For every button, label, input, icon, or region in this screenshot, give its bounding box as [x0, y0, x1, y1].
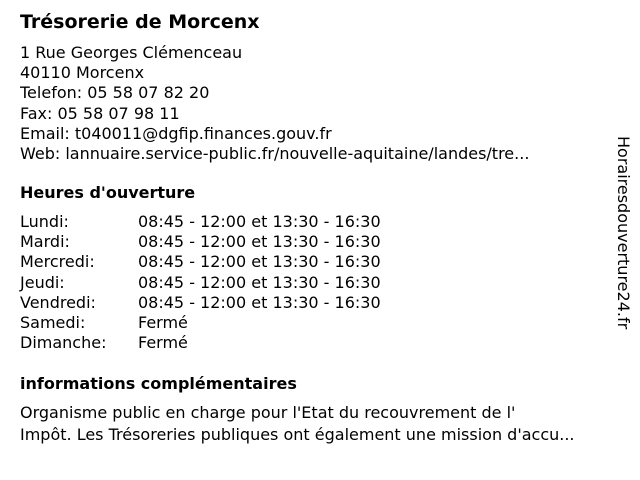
fax-number: Fax: 05 58 07 98 11	[20, 103, 180, 123]
address-street: 1 Rue Georges Clémenceau	[20, 43, 243, 62]
hours-value: Fermé	[138, 333, 188, 353]
day-label: Mercredi:	[20, 252, 95, 272]
hours-value: 08:45 - 12:00 et 13:30 - 16:30	[138, 272, 381, 292]
hours-value: Fermé	[138, 312, 188, 332]
hours-value: 08:45 - 12:00 et 13:30 - 16:30	[138, 212, 381, 231]
info-text-line: Organisme public en charge pour l'Etat du recouvrement de l'	[20, 403, 516, 422]
info-text	[20, 402, 630, 446]
day-label: Jeudi:	[20, 272, 65, 292]
hours-heading: Heures d'ouverture	[20, 183, 196, 202]
info-text-line: Impôt. Les Trésoreries publiques ont également une mission d'accu...	[20, 425, 575, 444]
watermark-text: Horairesdouverture24.fr	[614, 136, 633, 330]
website-url: Web: lannuaire.service-public.fr/nouvelle-aquitaine/landes/tre...	[20, 144, 530, 164]
email-address: Email: t040011@dgfip.finances.gouv.fr	[20, 123, 332, 143]
day-label: Vendredi:	[20, 292, 96, 312]
address-city: 40110 Morcenx	[20, 63, 145, 83]
page-title: Trésorerie de Morcenx	[20, 11, 260, 33]
hours-value: 08:45 - 12:00 et 13:30 - 16:30	[138, 292, 381, 312]
day-label: Dimanche:	[20, 333, 107, 353]
site-watermark	[612, 136, 634, 371]
day-label: Samedi:	[20, 312, 86, 332]
info-heading: informations complémentaires	[20, 374, 297, 393]
day-label: Mardi:	[20, 232, 70, 252]
contact-block	[20, 43, 600, 164]
phone-number: Telefon: 05 58 07 82 20	[20, 83, 210, 103]
hours-value: 08:45 - 12:00 et 13:30 - 16:30	[138, 252, 381, 272]
hours-value: 08:45 - 12:00 et 13:30 - 16:30	[138, 232, 381, 252]
day-label: Lundi:	[20, 212, 69, 231]
